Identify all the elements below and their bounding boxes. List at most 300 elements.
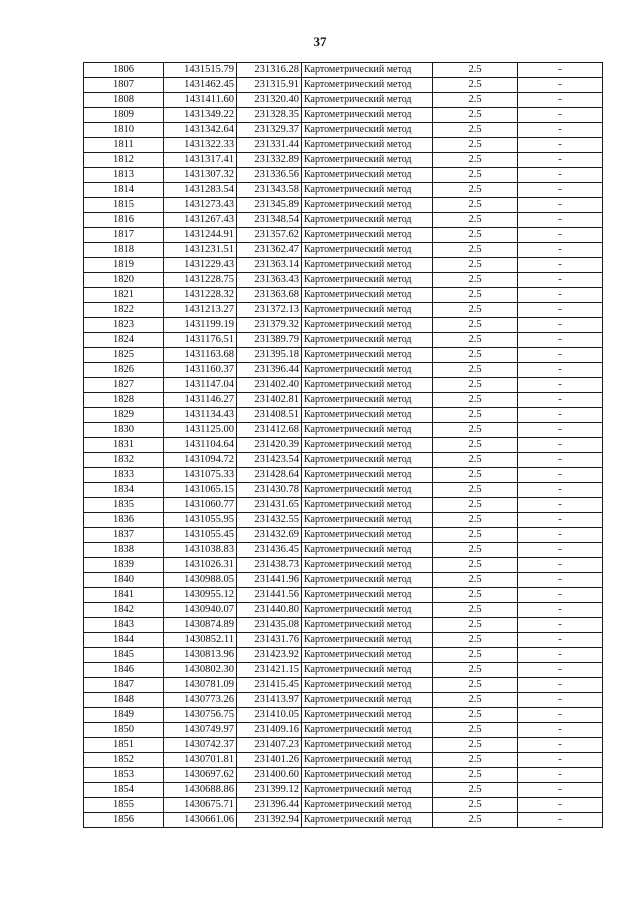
- x-coordinate-cell: 1431176.51: [164, 333, 237, 348]
- point-number-cell: 1835: [84, 498, 164, 513]
- table-row: [84, 558, 603, 573]
- point-number-cell: 1817: [84, 228, 164, 243]
- method-cell: Картометрический метод: [302, 693, 433, 708]
- accuracy-cell: 2.5: [433, 483, 518, 498]
- table-row: [84, 198, 603, 213]
- note-cell: -: [518, 618, 603, 633]
- accuracy-cell: 2.5: [433, 168, 518, 183]
- table-row: [84, 753, 603, 768]
- accuracy-cell: 2.5: [433, 813, 518, 828]
- method-cell: Картометрический метод: [302, 483, 433, 498]
- y-coordinate-cell: 231357.62: [237, 228, 302, 243]
- point-number-cell: 1854: [84, 783, 164, 798]
- y-coordinate-cell: 231396.44: [237, 363, 302, 378]
- y-coordinate-cell: 231372.13: [237, 303, 302, 318]
- point-number-cell: 1819: [84, 258, 164, 273]
- x-coordinate-cell: 1430773.26: [164, 693, 237, 708]
- y-coordinate-cell: 231412.68: [237, 423, 302, 438]
- coordinates-table: [83, 62, 603, 828]
- method-cell: Картометрический метод: [302, 708, 433, 723]
- x-coordinate-cell: 1431163.68: [164, 348, 237, 363]
- x-coordinate-cell: 1431342.64: [164, 123, 237, 138]
- x-coordinate-cell: 1430813.96: [164, 648, 237, 663]
- x-coordinate-cell: 1431147.04: [164, 378, 237, 393]
- point-number-cell: 1849: [84, 708, 164, 723]
- note-cell: -: [518, 93, 603, 108]
- accuracy-cell: 2.5: [433, 708, 518, 723]
- y-coordinate-cell: 231392.94: [237, 813, 302, 828]
- y-coordinate-cell: 231430.78: [237, 483, 302, 498]
- accuracy-cell: 2.5: [433, 333, 518, 348]
- x-coordinate-cell: 1431094.72: [164, 453, 237, 468]
- point-number-cell: 1848: [84, 693, 164, 708]
- x-coordinate-cell: 1431349.22: [164, 108, 237, 123]
- x-coordinate-cell: 1430874.89: [164, 618, 237, 633]
- note-cell: -: [518, 108, 603, 123]
- table-row: [84, 543, 603, 558]
- accuracy-cell: 2.5: [433, 93, 518, 108]
- x-coordinate-cell: 1430701.81: [164, 753, 237, 768]
- method-cell: Картометрический метод: [302, 423, 433, 438]
- accuracy-cell: 2.5: [433, 513, 518, 528]
- y-coordinate-cell: 231399.12: [237, 783, 302, 798]
- point-number-cell: 1836: [84, 513, 164, 528]
- method-cell: Картометрический метод: [302, 348, 433, 363]
- x-coordinate-cell: 1430940.07: [164, 603, 237, 618]
- x-coordinate-cell: 1430688.86: [164, 783, 237, 798]
- x-coordinate-cell: 1431199.19: [164, 318, 237, 333]
- method-cell: Картометрический метод: [302, 813, 433, 828]
- x-coordinate-cell: 1430802.30: [164, 663, 237, 678]
- method-cell: Картометрический метод: [302, 198, 433, 213]
- y-coordinate-cell: 231402.40: [237, 378, 302, 393]
- table-row: [84, 498, 603, 513]
- x-coordinate-cell: 1431055.95: [164, 513, 237, 528]
- note-cell: -: [518, 213, 603, 228]
- table-row: [84, 738, 603, 753]
- note-cell: -: [518, 633, 603, 648]
- method-cell: Картометрический метод: [302, 123, 433, 138]
- accuracy-cell: 2.5: [433, 213, 518, 228]
- table-row: [84, 348, 603, 363]
- note-cell: -: [518, 453, 603, 468]
- y-coordinate-cell: 231409.16: [237, 723, 302, 738]
- point-number-cell: 1820: [84, 273, 164, 288]
- table-row: [84, 153, 603, 168]
- y-coordinate-cell: 231316.28: [237, 63, 302, 78]
- point-number-cell: 1852: [84, 753, 164, 768]
- accuracy-cell: 2.5: [433, 528, 518, 543]
- note-cell: -: [518, 783, 603, 798]
- point-number-cell: 1821: [84, 288, 164, 303]
- point-number-cell: 1815: [84, 198, 164, 213]
- table-row: [84, 123, 603, 138]
- note-cell: -: [518, 738, 603, 753]
- accuracy-cell: 2.5: [433, 783, 518, 798]
- method-cell: Картометрический метод: [302, 318, 433, 333]
- table-row: [84, 363, 603, 378]
- accuracy-cell: 2.5: [433, 618, 518, 633]
- y-coordinate-cell: 231363.68: [237, 288, 302, 303]
- accuracy-cell: 2.5: [433, 288, 518, 303]
- y-coordinate-cell: 231331.44: [237, 138, 302, 153]
- note-cell: -: [518, 708, 603, 723]
- point-number-cell: 1838: [84, 543, 164, 558]
- table-row: [84, 243, 603, 258]
- point-number-cell: 1810: [84, 123, 164, 138]
- table-row: [84, 423, 603, 438]
- point-number-cell: 1847: [84, 678, 164, 693]
- note-cell: -: [518, 813, 603, 828]
- x-coordinate-cell: 1431060.77: [164, 498, 237, 513]
- accuracy-cell: 2.5: [433, 363, 518, 378]
- method-cell: Картометрический метод: [302, 663, 433, 678]
- note-cell: -: [518, 153, 603, 168]
- table-row: [84, 618, 603, 633]
- y-coordinate-cell: 231402.81: [237, 393, 302, 408]
- method-cell: Картометрический метод: [302, 333, 433, 348]
- x-coordinate-cell: 1431160.37: [164, 363, 237, 378]
- note-cell: -: [518, 798, 603, 813]
- accuracy-cell: 2.5: [433, 153, 518, 168]
- y-coordinate-cell: 231379.32: [237, 318, 302, 333]
- note-cell: -: [518, 438, 603, 453]
- x-coordinate-cell: 1431213.27: [164, 303, 237, 318]
- accuracy-cell: 2.5: [433, 198, 518, 213]
- point-number-cell: 1844: [84, 633, 164, 648]
- y-coordinate-cell: 231431.76: [237, 633, 302, 648]
- method-cell: Картометрический метод: [302, 93, 433, 108]
- accuracy-cell: 2.5: [433, 573, 518, 588]
- method-cell: Картометрический метод: [302, 303, 433, 318]
- table-row: [84, 168, 603, 183]
- x-coordinate-cell: 1431146.27: [164, 393, 237, 408]
- table-row: [84, 138, 603, 153]
- y-coordinate-cell: 231441.56: [237, 588, 302, 603]
- table-row: [84, 678, 603, 693]
- point-number-cell: 1808: [84, 93, 164, 108]
- method-cell: Картометрический метод: [302, 738, 433, 753]
- method-cell: Картометрический метод: [302, 768, 433, 783]
- note-cell: -: [518, 513, 603, 528]
- accuracy-cell: 2.5: [433, 183, 518, 198]
- accuracy-cell: 2.5: [433, 423, 518, 438]
- point-number-cell: 1855: [84, 798, 164, 813]
- method-cell: Картометрический метод: [302, 453, 433, 468]
- point-number-cell: 1807: [84, 78, 164, 93]
- note-cell: -: [518, 318, 603, 333]
- note-cell: -: [518, 558, 603, 573]
- method-cell: Картометрический метод: [302, 63, 433, 78]
- accuracy-cell: 2.5: [433, 723, 518, 738]
- x-coordinate-cell: 1430756.75: [164, 708, 237, 723]
- accuracy-cell: 2.5: [433, 303, 518, 318]
- method-cell: Картометрический метод: [302, 393, 433, 408]
- table-row: [84, 573, 603, 588]
- note-cell: -: [518, 498, 603, 513]
- y-coordinate-cell: 231320.40: [237, 93, 302, 108]
- point-number-cell: 1839: [84, 558, 164, 573]
- x-coordinate-cell: 1430781.09: [164, 678, 237, 693]
- table-row: [84, 693, 603, 708]
- point-number-cell: 1853: [84, 768, 164, 783]
- table-row: [84, 513, 603, 528]
- point-number-cell: 1818: [84, 243, 164, 258]
- method-cell: Картометрический метод: [302, 678, 433, 693]
- method-cell: Картометрический метод: [302, 543, 433, 558]
- note-cell: -: [518, 288, 603, 303]
- point-number-cell: 1828: [84, 393, 164, 408]
- table-row: [84, 603, 603, 618]
- note-cell: -: [518, 183, 603, 198]
- point-number-cell: 1826: [84, 363, 164, 378]
- accuracy-cell: 2.5: [433, 453, 518, 468]
- x-coordinate-cell: 1430675.71: [164, 798, 237, 813]
- method-cell: Картометрический метод: [302, 528, 433, 543]
- method-cell: Картометрический метод: [302, 648, 433, 663]
- method-cell: Картометрический метод: [302, 228, 433, 243]
- point-number-cell: 1850: [84, 723, 164, 738]
- point-number-cell: 1825: [84, 348, 164, 363]
- table-row: [84, 483, 603, 498]
- accuracy-cell: 2.5: [433, 78, 518, 93]
- x-coordinate-cell: 1431515.79: [164, 63, 237, 78]
- x-coordinate-cell: 1431267.43: [164, 213, 237, 228]
- table-row: [84, 318, 603, 333]
- y-coordinate-cell: 231420.39: [237, 438, 302, 453]
- point-number-cell: 1831: [84, 438, 164, 453]
- method-cell: Картометрический метод: [302, 258, 433, 273]
- accuracy-cell: 2.5: [433, 738, 518, 753]
- table-row: [84, 183, 603, 198]
- table-row: [84, 768, 603, 783]
- accuracy-cell: 2.5: [433, 108, 518, 123]
- table-row: [84, 438, 603, 453]
- method-cell: Картометрический метод: [302, 408, 433, 423]
- table-row: [84, 78, 603, 93]
- note-cell: -: [518, 468, 603, 483]
- table-row: [84, 633, 603, 648]
- method-cell: Картометрический метод: [302, 78, 433, 93]
- x-coordinate-cell: 1431411.60: [164, 93, 237, 108]
- note-cell: -: [518, 348, 603, 363]
- y-coordinate-cell: 231336.56: [237, 168, 302, 183]
- method-cell: Картометрический метод: [302, 723, 433, 738]
- note-cell: -: [518, 258, 603, 273]
- table-row: [84, 783, 603, 798]
- x-coordinate-cell: 1431273.43: [164, 198, 237, 213]
- note-cell: -: [518, 63, 603, 78]
- accuracy-cell: 2.5: [433, 63, 518, 78]
- x-coordinate-cell: 1431283.54: [164, 183, 237, 198]
- table-row: [84, 288, 603, 303]
- y-coordinate-cell: 231328.35: [237, 108, 302, 123]
- point-number-cell: 1813: [84, 168, 164, 183]
- accuracy-cell: 2.5: [433, 753, 518, 768]
- note-cell: -: [518, 603, 603, 618]
- point-number-cell: 1833: [84, 468, 164, 483]
- y-coordinate-cell: 231435.08: [237, 618, 302, 633]
- note-cell: -: [518, 678, 603, 693]
- table-row: [84, 63, 603, 78]
- accuracy-cell: 2.5: [433, 678, 518, 693]
- table-row: [84, 273, 603, 288]
- y-coordinate-cell: 231401.26: [237, 753, 302, 768]
- x-coordinate-cell: 1430955.12: [164, 588, 237, 603]
- method-cell: Картометрический метод: [302, 153, 433, 168]
- x-coordinate-cell: 1430697.62: [164, 768, 237, 783]
- accuracy-cell: 2.5: [433, 408, 518, 423]
- x-coordinate-cell: 1431228.32: [164, 288, 237, 303]
- point-number-cell: 1841: [84, 588, 164, 603]
- point-number-cell: 1824: [84, 333, 164, 348]
- method-cell: Картометрический метод: [302, 753, 433, 768]
- x-coordinate-cell: 1431322.33: [164, 138, 237, 153]
- point-number-cell: 1851: [84, 738, 164, 753]
- note-cell: -: [518, 228, 603, 243]
- point-number-cell: 1812: [84, 153, 164, 168]
- y-coordinate-cell: 231395.18: [237, 348, 302, 363]
- note-cell: -: [518, 123, 603, 138]
- table-row: [84, 453, 603, 468]
- note-cell: -: [518, 543, 603, 558]
- method-cell: Картометрический метод: [302, 438, 433, 453]
- y-coordinate-cell: 231423.92: [237, 648, 302, 663]
- note-cell: -: [518, 588, 603, 603]
- x-coordinate-cell: 1431075.33: [164, 468, 237, 483]
- y-coordinate-cell: 231315.91: [237, 78, 302, 93]
- x-coordinate-cell: 1430742.37: [164, 738, 237, 753]
- accuracy-cell: 2.5: [433, 378, 518, 393]
- table-row: [84, 723, 603, 738]
- accuracy-cell: 2.5: [433, 498, 518, 513]
- y-coordinate-cell: 231431.65: [237, 498, 302, 513]
- table-row: [84, 708, 603, 723]
- y-coordinate-cell: 231348.54: [237, 213, 302, 228]
- note-cell: -: [518, 723, 603, 738]
- method-cell: Картометрический метод: [302, 108, 433, 123]
- point-number-cell: 1806: [84, 63, 164, 78]
- method-cell: Картометрический метод: [302, 588, 433, 603]
- note-cell: -: [518, 198, 603, 213]
- point-number-cell: 1822: [84, 303, 164, 318]
- method-cell: Картометрический метод: [302, 273, 433, 288]
- table-row: [84, 528, 603, 543]
- point-number-cell: 1832: [84, 453, 164, 468]
- point-number-cell: 1830: [84, 423, 164, 438]
- y-coordinate-cell: 231389.79: [237, 333, 302, 348]
- note-cell: -: [518, 528, 603, 543]
- x-coordinate-cell: 1431065.15: [164, 483, 237, 498]
- table-row: [84, 333, 603, 348]
- note-cell: -: [518, 243, 603, 258]
- point-number-cell: 1814: [84, 183, 164, 198]
- note-cell: -: [518, 303, 603, 318]
- x-coordinate-cell: 1431307.32: [164, 168, 237, 183]
- y-coordinate-cell: 231413.97: [237, 693, 302, 708]
- point-number-cell: 1846: [84, 663, 164, 678]
- point-number-cell: 1837: [84, 528, 164, 543]
- note-cell: -: [518, 408, 603, 423]
- y-coordinate-cell: 231432.55: [237, 513, 302, 528]
- note-cell: -: [518, 423, 603, 438]
- table-row: [84, 108, 603, 123]
- y-coordinate-cell: 231345.89: [237, 198, 302, 213]
- x-coordinate-cell: 1430661.06: [164, 813, 237, 828]
- x-coordinate-cell: 1431104.64: [164, 438, 237, 453]
- table-row: [84, 228, 603, 243]
- method-cell: Картометрический метод: [302, 243, 433, 258]
- note-cell: -: [518, 753, 603, 768]
- point-number-cell: 1811: [84, 138, 164, 153]
- x-coordinate-cell: 1431462.45: [164, 78, 237, 93]
- x-coordinate-cell: 1431317.41: [164, 153, 237, 168]
- note-cell: -: [518, 768, 603, 783]
- point-number-cell: 1829: [84, 408, 164, 423]
- page-number: 37: [313, 34, 327, 49]
- accuracy-cell: 2.5: [433, 558, 518, 573]
- method-cell: Картометрический метод: [302, 213, 433, 228]
- y-coordinate-cell: 231410.05: [237, 708, 302, 723]
- accuracy-cell: 2.5: [433, 243, 518, 258]
- accuracy-cell: 2.5: [433, 393, 518, 408]
- method-cell: Картометрический метод: [302, 633, 433, 648]
- accuracy-cell: 2.5: [433, 648, 518, 663]
- y-coordinate-cell: 231441.96: [237, 573, 302, 588]
- y-coordinate-cell: 231363.14: [237, 258, 302, 273]
- note-cell: -: [518, 78, 603, 93]
- point-number-cell: 1845: [84, 648, 164, 663]
- accuracy-cell: 2.5: [433, 258, 518, 273]
- accuracy-cell: 2.5: [433, 603, 518, 618]
- point-number-cell: 1816: [84, 213, 164, 228]
- x-coordinate-cell: 1431244.91: [164, 228, 237, 243]
- x-coordinate-cell: 1431134.43: [164, 408, 237, 423]
- point-number-cell: 1823: [84, 318, 164, 333]
- accuracy-cell: 2.5: [433, 633, 518, 648]
- y-coordinate-cell: 231440.80: [237, 603, 302, 618]
- method-cell: Картометрический метод: [302, 168, 433, 183]
- point-number-cell: 1840: [84, 573, 164, 588]
- method-cell: Картометрический метод: [302, 513, 433, 528]
- accuracy-cell: 2.5: [433, 438, 518, 453]
- x-coordinate-cell: 1431229.43: [164, 258, 237, 273]
- x-coordinate-cell: 1431026.31: [164, 558, 237, 573]
- accuracy-cell: 2.5: [433, 273, 518, 288]
- x-coordinate-cell: 1430852.11: [164, 633, 237, 648]
- method-cell: Картометрический метод: [302, 138, 433, 153]
- y-coordinate-cell: 231343.58: [237, 183, 302, 198]
- note-cell: -: [518, 378, 603, 393]
- point-number-cell: 1827: [84, 378, 164, 393]
- y-coordinate-cell: 231415.45: [237, 678, 302, 693]
- note-cell: -: [518, 273, 603, 288]
- table-row: [84, 93, 603, 108]
- y-coordinate-cell: 231421.15: [237, 663, 302, 678]
- table-row: [84, 798, 603, 813]
- accuracy-cell: 2.5: [433, 468, 518, 483]
- method-cell: Картометрический метод: [302, 798, 433, 813]
- method-cell: Картометрический метод: [302, 183, 433, 198]
- coordinates-table-body: [84, 63, 603, 828]
- note-cell: -: [518, 393, 603, 408]
- point-number-cell: 1843: [84, 618, 164, 633]
- table-row: [84, 663, 603, 678]
- y-coordinate-cell: 231428.64: [237, 468, 302, 483]
- point-number-cell: 1842: [84, 603, 164, 618]
- x-coordinate-cell: 1431038.83: [164, 543, 237, 558]
- y-coordinate-cell: 231329.37: [237, 123, 302, 138]
